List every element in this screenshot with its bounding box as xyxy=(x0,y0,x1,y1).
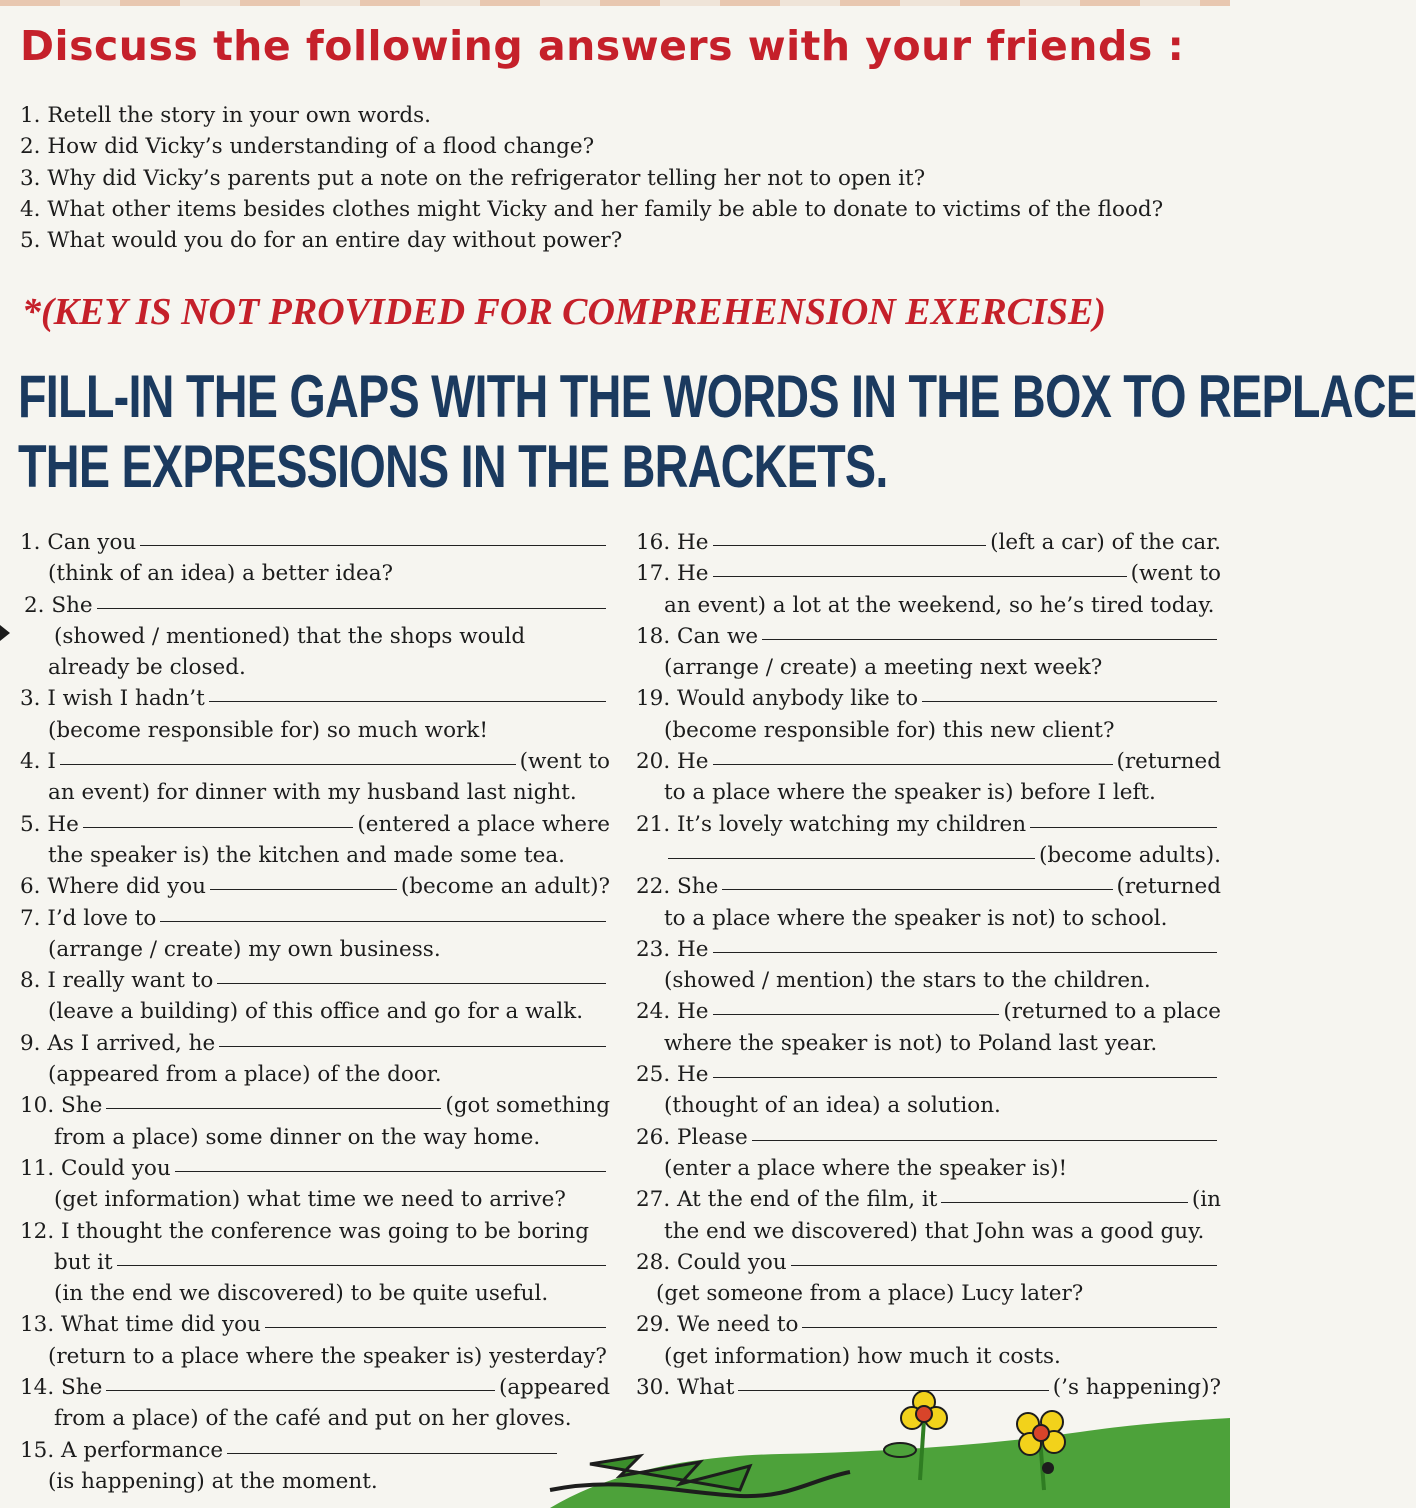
answer-blank[interactable] xyxy=(175,1153,606,1172)
answer-blank[interactable] xyxy=(713,996,1000,1015)
line-text: 13. What time did you xyxy=(20,1312,261,1338)
answer-blank[interactable] xyxy=(83,809,354,828)
line-text: 29. We need to xyxy=(636,1312,799,1338)
line-text: 8. I really want to xyxy=(20,968,214,994)
line-text: (returned to a place xyxy=(1003,999,1221,1025)
exercise-line xyxy=(20,590,610,621)
exercise-line xyxy=(20,1309,610,1340)
exercise-column-right xyxy=(636,527,1221,1403)
exercise-line xyxy=(636,996,1221,1027)
question-item: 4. What other items besides clothes might Vicky and her family be able to donate to victims of the flood? xyxy=(20,196,1164,222)
line-text: (thought of an idea) a solution. xyxy=(664,1093,1001,1119)
line-text: (left a car) of the car. xyxy=(990,530,1221,555)
exercise-line xyxy=(636,903,1221,934)
exercise-line xyxy=(636,1309,1221,1340)
line-text: (in the end we discovered) to be quite useful. xyxy=(54,1281,549,1307)
exercise-line xyxy=(20,1435,610,1466)
exercise-line xyxy=(636,1028,1221,1059)
decorative-grass-illustration xyxy=(550,1380,1230,1508)
answer-blank[interactable] xyxy=(106,1372,495,1391)
line-text: (become adults). xyxy=(1038,842,1221,868)
line-text: 22. She xyxy=(636,874,719,900)
line-text: 26. Please xyxy=(636,1124,748,1150)
answer-blank[interactable] xyxy=(210,871,397,890)
line-text: from a place) some dinner on the way home. xyxy=(54,1124,541,1150)
line-text: (showed / mentioned) that the shops would xyxy=(54,623,526,649)
line-text: the speaker is) the kitchen and made some tea. xyxy=(48,842,565,868)
line-text: (get information) how much it costs. xyxy=(664,1343,1061,1369)
line-text: 14. She xyxy=(20,1375,103,1401)
exercise-line xyxy=(636,1184,1221,1215)
line-text: 3. I wish I hadn’t xyxy=(20,686,205,712)
line-text: 27. At the end of the film, it xyxy=(636,1187,938,1213)
line-text: (’s happening)? xyxy=(1052,1375,1221,1401)
exercise-line xyxy=(636,652,1221,683)
line-text: 9. As I arrived, he xyxy=(20,1030,216,1056)
exercise-line xyxy=(636,715,1221,746)
answer-blank[interactable] xyxy=(97,590,606,609)
exercise-line xyxy=(20,715,610,746)
line-text: 7. I’d love to xyxy=(20,905,157,931)
line-text: (arrange / create) my own business. xyxy=(48,936,441,962)
answer-blank[interactable] xyxy=(752,1122,1217,1141)
answer-blank[interactable] xyxy=(227,1435,557,1454)
question-item: 5. What would you do for an entire day without power? xyxy=(20,228,623,254)
line-text: but it xyxy=(54,1249,113,1275)
answer-blank[interactable] xyxy=(713,558,1127,577)
answer-blank[interactable] xyxy=(219,1028,606,1047)
line-text: (think of an idea) a better idea? xyxy=(48,561,394,587)
exercise-line xyxy=(20,746,610,777)
exercise-line xyxy=(636,840,1221,871)
answer-blank[interactable] xyxy=(722,871,1112,890)
line-text: (went to xyxy=(1130,561,1221,587)
line-text: (is happening) at the moment. xyxy=(48,1468,378,1494)
answer-blank[interactable] xyxy=(941,1184,1187,1203)
exercise-line xyxy=(20,1122,610,1153)
discussion-questions xyxy=(20,100,1220,256)
line-text: to a place where the speaker is not) to school. xyxy=(664,905,1168,931)
exercise-line xyxy=(636,1341,1221,1372)
exercise-line xyxy=(636,558,1221,589)
line-text: (appeared from a place) of the door. xyxy=(48,1062,442,1088)
answer-blank[interactable] xyxy=(160,903,606,922)
line-text: (become an adult)? xyxy=(400,874,610,900)
line-text: (returned xyxy=(1116,749,1221,775)
exercise-line xyxy=(636,1059,1221,1090)
exercise-line xyxy=(636,1153,1221,1184)
exercise-line xyxy=(20,1028,610,1059)
pointer-arrow-icon xyxy=(0,625,10,641)
exercise-line xyxy=(636,621,1221,652)
line-text: 28. Could you xyxy=(636,1249,787,1275)
line-text: (went to xyxy=(519,749,610,775)
exercise-line xyxy=(20,527,610,558)
exercise-line xyxy=(20,652,610,683)
line-text: 10. She xyxy=(20,1093,103,1119)
line-text: (return to a place where the speaker is) yesterday? xyxy=(48,1343,607,1369)
answer-blank[interactable] xyxy=(922,683,1217,702)
line-text: 4. I xyxy=(20,749,56,775)
top-border xyxy=(0,0,1230,6)
line-text: 6. Where did you xyxy=(20,874,207,900)
question-item: 1. Retell the story in your own words. xyxy=(20,103,432,128)
exercise-line xyxy=(636,746,1221,777)
line-text: (got something xyxy=(445,1093,610,1119)
exercise-line xyxy=(20,1090,610,1121)
exercise-line xyxy=(636,1090,1221,1121)
exercise-line xyxy=(636,1216,1221,1247)
question-item: 2. How did Vicky’s understanding of a flood change? xyxy=(20,134,595,160)
exercise-line xyxy=(20,621,610,652)
question-item: 3. Why did Vicky’s parents put a note on the refrigerator telling her not to open it? xyxy=(20,165,926,191)
exercise-line xyxy=(636,683,1221,714)
answer-blank[interactable] xyxy=(209,683,606,702)
exercise-line xyxy=(20,1153,610,1184)
line-text: (become responsible for) this new client? xyxy=(664,717,1115,743)
line-text: (leave a building) of this office and go for a walk. xyxy=(48,999,584,1025)
grass-hill xyxy=(550,1418,1230,1508)
line-text: 20. He xyxy=(636,749,709,775)
exercise-line xyxy=(20,1247,610,1278)
exercise-line xyxy=(20,1059,610,1090)
answer-blank[interactable] xyxy=(713,527,987,546)
line-text: 12. I thought the conference was going to be boring xyxy=(20,1218,590,1244)
exercise-line xyxy=(636,590,1221,621)
line-text: 23. He xyxy=(636,936,709,962)
line-text: 19. Would anybody like to xyxy=(636,686,919,712)
heading-line: FILL-IN THE GAPS WITH THE WORDS IN THE BOX TO REPLACE xyxy=(18,363,1416,430)
line-text: 21. It’s lovely watching my children xyxy=(636,811,1027,837)
answer-blank[interactable] xyxy=(791,1247,1217,1266)
exercise-line xyxy=(20,1466,610,1497)
line-text: an event) a lot at the weekend, so he’s tired today. xyxy=(664,592,1215,618)
line-text: (arrange / create) a meeting next week? xyxy=(664,655,1103,681)
line-text: 25. He xyxy=(636,1062,709,1088)
exercise-heading xyxy=(18,362,1416,502)
exercise-line xyxy=(20,683,610,714)
exercise-line xyxy=(636,871,1221,902)
answer-blank[interactable] xyxy=(762,621,1217,640)
line-text: (become responsible for) so much work! xyxy=(48,717,488,743)
exercise-line xyxy=(20,840,610,871)
line-text: (get someone from a place) Lucy later? xyxy=(656,1281,1084,1307)
line-text: 18. Can we xyxy=(636,623,759,649)
answer-blank[interactable] xyxy=(140,527,606,546)
line-text: (appeared xyxy=(498,1375,610,1401)
exercise-column-left xyxy=(20,527,610,1497)
exercise-line xyxy=(20,996,610,1027)
answer-blank[interactable] xyxy=(802,1309,1217,1328)
line-text: 11. Could you xyxy=(20,1155,171,1181)
exercise-line xyxy=(20,1278,610,1309)
line-text: 17. He xyxy=(636,561,709,587)
line-text: to a place where the speaker is) before I left. xyxy=(664,780,1156,806)
line-text: 1. Can you xyxy=(20,530,137,555)
answer-blank[interactable] xyxy=(265,1309,606,1328)
exercise-line xyxy=(20,965,610,996)
exercise-line xyxy=(20,903,610,934)
line-text: 30. What xyxy=(636,1375,735,1401)
answer-blank[interactable] xyxy=(668,840,1035,859)
line-text: (in xyxy=(1191,1187,1221,1213)
line-text: (enter a place where the speaker is)! xyxy=(664,1155,1068,1181)
exercise-line xyxy=(636,809,1221,840)
exercise-line xyxy=(20,1341,610,1372)
line-text: (showed / mention) the stars to the children. xyxy=(664,968,1151,994)
exercise-line xyxy=(20,1372,610,1403)
exercise-line xyxy=(20,1403,610,1434)
exercise-line xyxy=(20,777,610,808)
line-text: already be closed. xyxy=(48,655,246,681)
page-title: Discuss the following answers with your friends : xyxy=(20,22,1185,70)
exercise-line xyxy=(20,558,610,589)
exercise-line xyxy=(636,1278,1221,1309)
answer-blank[interactable] xyxy=(106,1090,441,1109)
answer-blank[interactable] xyxy=(1030,809,1217,828)
line-text: 2. She xyxy=(24,592,93,618)
line-text: where the speaker is not) to Poland last year. xyxy=(664,1030,1158,1056)
line-text: an event) for dinner with my husband last night. xyxy=(48,780,577,806)
line-text: (entered a place where xyxy=(357,811,610,837)
line-text: 15. A performance xyxy=(20,1437,224,1463)
answer-blank[interactable] xyxy=(713,746,1113,765)
exercise-line xyxy=(20,934,610,965)
answer-blank[interactable] xyxy=(217,965,606,984)
line-text: the end we discovered) that John was a good guy. xyxy=(664,1218,1205,1244)
exercise-line xyxy=(20,871,610,902)
exercise-line xyxy=(636,934,1221,965)
exercise-line xyxy=(636,1122,1221,1153)
heading-line: THE EXPRESSIONS IN THE BRACKETS. xyxy=(18,433,888,500)
key-note: *(KEY IS NOT PROVIDED FOR COMPREHENSION EXERCISE) xyxy=(22,291,1106,333)
line-text: from a place) of the café and put on her gloves. xyxy=(54,1406,572,1432)
line-text: 16. He xyxy=(636,530,709,555)
answer-blank[interactable] xyxy=(713,934,1218,953)
exercise-line xyxy=(636,527,1221,558)
exercise-line xyxy=(20,1216,610,1247)
exercise-line xyxy=(636,1247,1221,1278)
line-text: (get information) what time we need to arrive? xyxy=(54,1187,566,1213)
exercise-line xyxy=(20,1184,610,1215)
exercise-line xyxy=(636,965,1221,996)
answer-blank[interactable] xyxy=(60,746,516,765)
line-text: 5. He xyxy=(20,811,79,837)
line-text: 24. He xyxy=(636,999,709,1025)
answer-blank[interactable] xyxy=(713,1059,1218,1078)
answer-blank[interactable] xyxy=(117,1247,606,1266)
exercise-line xyxy=(636,777,1221,808)
line-text: (returned xyxy=(1116,874,1221,900)
exercise-line xyxy=(20,809,610,840)
